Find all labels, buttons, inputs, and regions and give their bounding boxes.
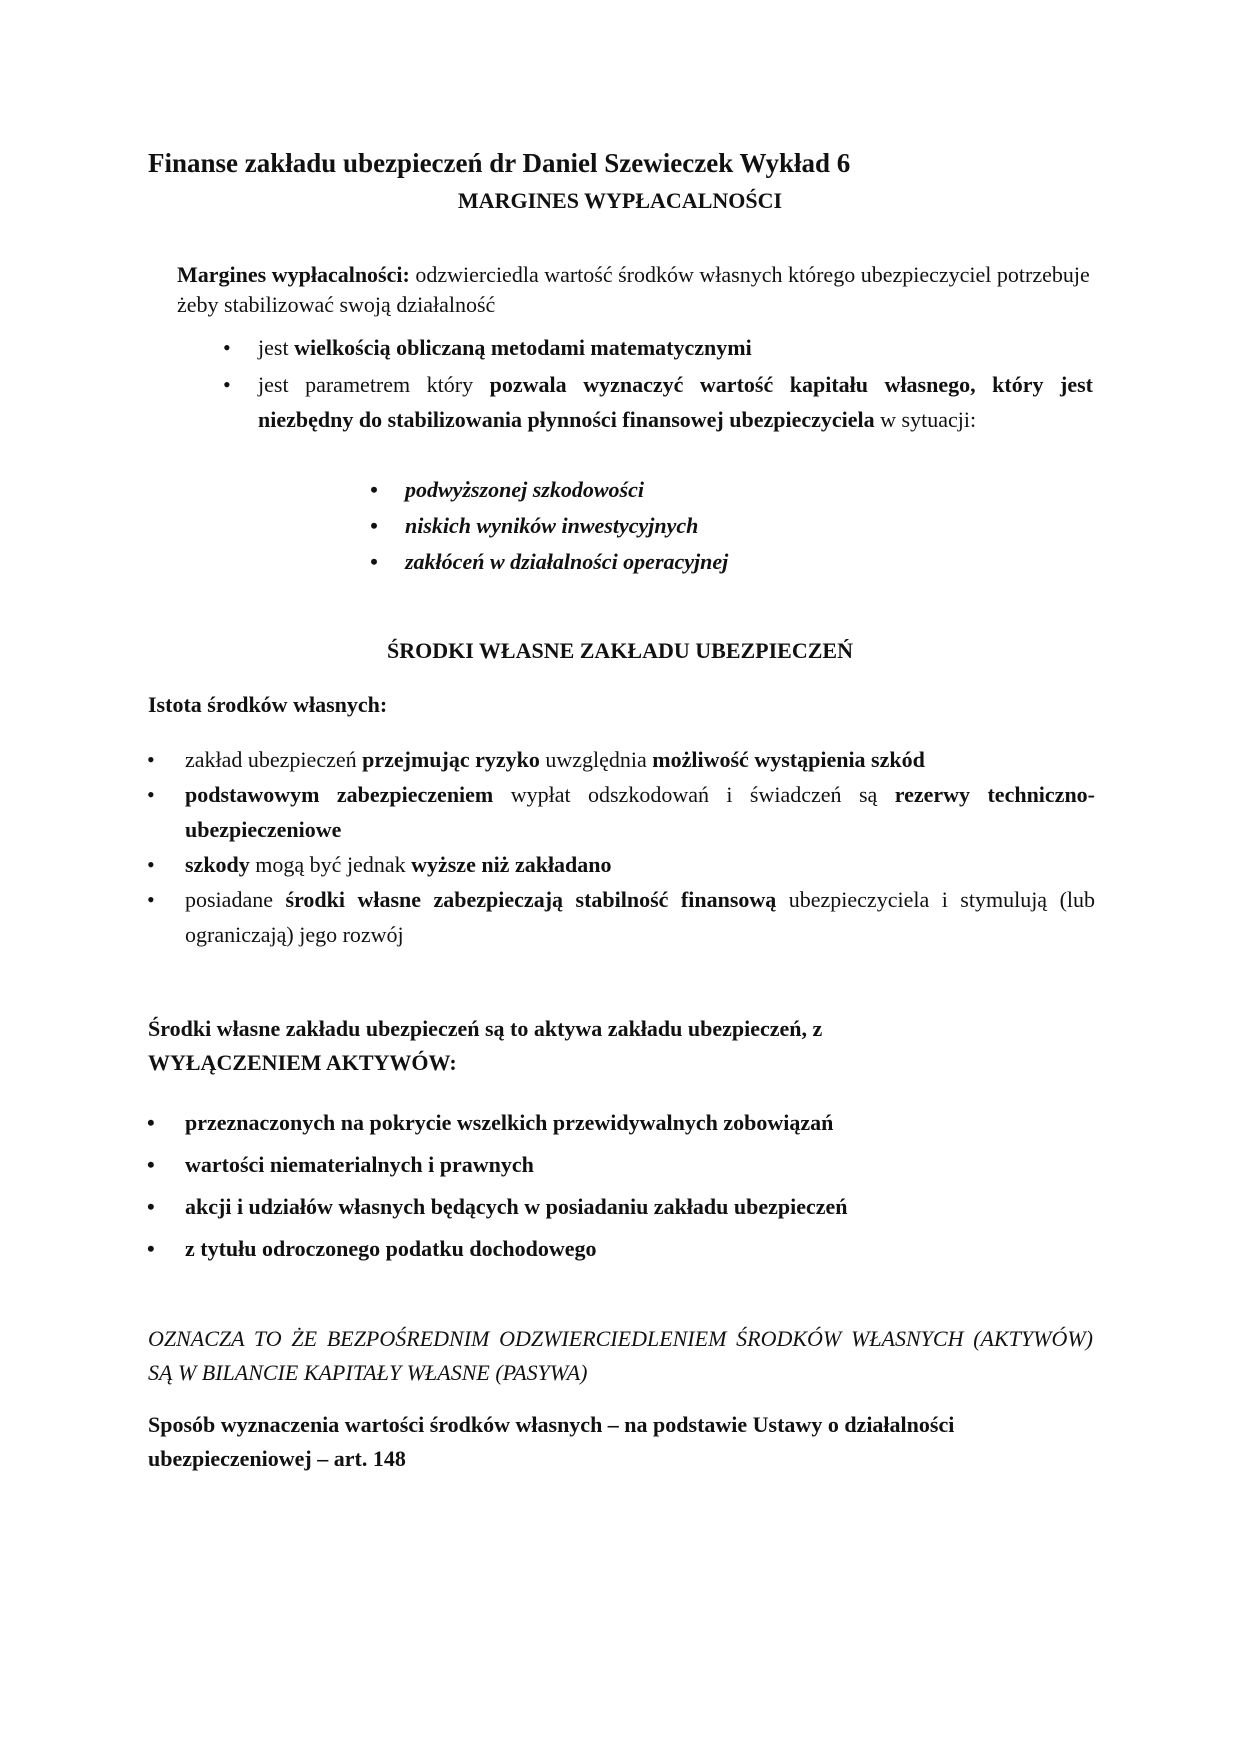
list-item-text: zakład ubezpieczeń — [185, 747, 363, 772]
list-item — [147, 777, 1096, 847]
document-title: Finanse zakładu ubezpieczeń dr Daniel Szewieczek Wykład 6 — [148, 148, 851, 178]
list-item — [223, 367, 1093, 437]
list-item — [147, 882, 1096, 952]
list-item-text: przejmując ryzyko — [362, 747, 540, 772]
definition-text: odzwierciedla wartość środków własnych którego ubezpieczyciel potrzebuje żeby stabilizować swoją działalność — [177, 262, 1090, 317]
list-item-text: w sytuacji: — [874, 407, 977, 432]
bullet-icon: • — [370, 549, 378, 574]
list-item-text: podwyższonej szkodowości — [405, 477, 644, 502]
definition-term: Margines wypłacalności: — [177, 262, 410, 287]
istota-label: Istota środków własnych: — [148, 692, 388, 717]
list-item-text: jest parametrem który — [258, 372, 490, 397]
list-item-text: posiadane — [185, 887, 286, 912]
oznacza-statement: OZNACZA TO ŻE BEZPOŚREDNIM ODZWIERCIEDLENIEM ŚRODKÓW WŁASNYCH (AKTYWÓW) SĄ W BILANCIE KAPITAŁY WŁASNE (PASYWA) — [148, 1326, 1093, 1385]
bullet-icon: • — [370, 513, 378, 538]
list-item — [370, 544, 1005, 580]
bullet-icon: • — [147, 782, 155, 807]
srodki-statement-line2: WYŁĄCZENIEM AKTYWÓW: — [148, 1050, 457, 1075]
bullet-icon: • — [147, 1152, 155, 1177]
srodki-statement-line1: Środki własne zakładu ubezpieczeń są to aktywa zakładu ubezpieczeń, z — [148, 1016, 823, 1041]
excluded-assets-list — [147, 1102, 1085, 1270]
list-item-text: rezerwy techniczno-ubezpieczeniowe — [185, 782, 1096, 842]
list-item-text: możliwość wystąpienia szkód — [652, 747, 925, 772]
list-item-text: podstawowym zabezpieczeniem — [185, 782, 494, 807]
list-item-text: jest — [258, 335, 295, 360]
srodki-statement — [148, 1012, 1068, 1080]
list-item-text: pozwala wyznaczyć wartość kapitału własnego, który jest niezbędny do stabilizowania płynności finansowej ubezpieczyciela — [258, 372, 1093, 432]
list-item — [147, 742, 1095, 777]
list-item — [147, 1102, 1085, 1144]
bullet-icon: • — [147, 887, 155, 912]
list-item-text: zakłóceń w działalności operacyjnej — [405, 549, 729, 574]
list-item-text: wyższe niż zakładano — [411, 852, 612, 877]
definition-paragraph — [177, 260, 1097, 320]
list-item-text: mogą być jednak — [249, 852, 412, 877]
bullet-icon: • — [147, 1110, 155, 1135]
istota-bullet-list — [147, 742, 1096, 952]
list-item-text: uwzględnia — [539, 747, 653, 772]
list-item — [147, 847, 1095, 882]
list-item-text: szkody — [185, 852, 250, 877]
bullet-icon: • — [223, 372, 231, 397]
list-item — [370, 508, 1005, 544]
heading-margines: MARGINES WYPŁACALNOŚCI — [457, 188, 783, 213]
list-item-text: z tytułu odroczonego podatku dochodowego — [185, 1236, 597, 1261]
list-item-text: wypłat odszkodowań i świadczeń są — [493, 782, 895, 807]
situation-bullet-list — [370, 472, 1005, 580]
list-item-text: wielkością obliczaną metodami matematycznymi — [294, 335, 752, 360]
list-item — [147, 1228, 1085, 1270]
heading-srodki-wlasne: ŚRODKI WŁASNE ZAKŁADU UBEZPIECZEŃ — [387, 638, 853, 663]
list-item — [223, 330, 1093, 365]
list-item-text: przeznaczonych na pokrycie wszelkich przewidywalnych zobowiązań — [185, 1110, 834, 1135]
bullet-icon: • — [147, 1194, 155, 1219]
list-item-text: środki własne zabezpieczają stabilność finansową — [285, 887, 777, 912]
sposob-statement: Sposób wyznaczenia wartości środków własnych – na podstawie Ustawy o działalności ubezpieczeniowej – art. 148 — [148, 1412, 955, 1471]
bullet-icon: • — [147, 747, 155, 772]
list-item — [147, 1186, 1085, 1228]
bullet-icon: • — [370, 477, 378, 502]
list-item — [370, 472, 1005, 508]
list-item-text: wartości niematerialnych i prawnych — [185, 1152, 534, 1177]
list-item-text: akcji i udziałów własnych będących w posiadaniu zakładu ubezpieczeń — [185, 1194, 848, 1219]
bullet-icon: • — [147, 852, 155, 877]
margines-bullet-list — [223, 330, 1093, 439]
bullet-icon: • — [147, 1236, 155, 1261]
list-item-text: ubezpieczyciela i stymulują (lub ograniczają) jego rozwój — [185, 887, 1096, 947]
list-item-text: niskich wyników inwestycyjnych — [405, 513, 699, 538]
bullet-icon: • — [223, 335, 231, 360]
list-item — [147, 1144, 1085, 1186]
